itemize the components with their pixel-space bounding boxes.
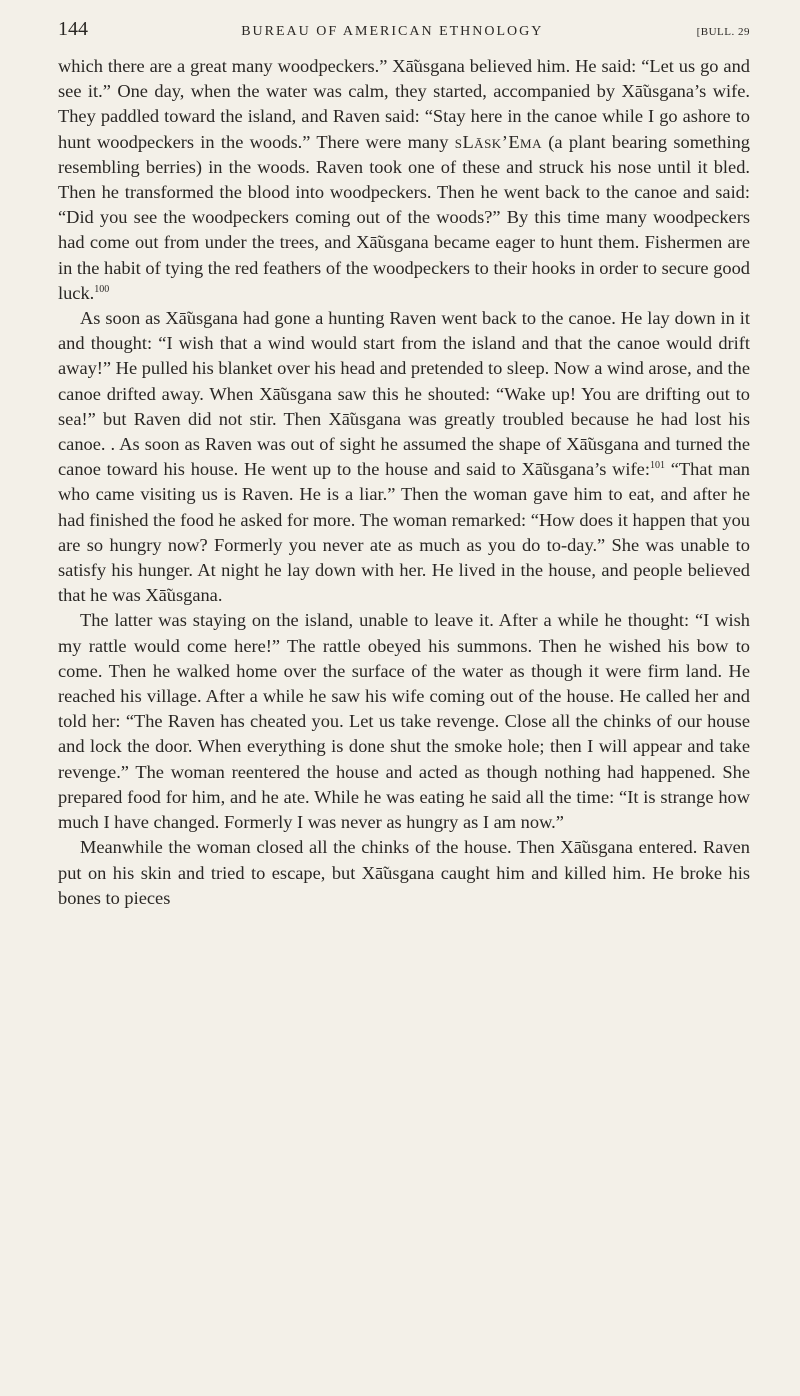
paragraph [58,306,750,608]
footnote-ref: 100 [94,283,110,295]
text-run: which there are a great many woodpeckers.” Xā̃usgana believed him. He said: “Let us go and see it.” One day, when the water was calm, they started, accompanied by Xā̃usgana’s wife. They paddled toward the island, and Raven said: “Stay here in the canoe while I go ashore to hunt woodpeckers in the woods.” There were many [58,56,750,152]
text-run: Meanwhile the woman closed all the chinks of the house. Then Xā̃usgana entered. Raven put on his skin and tried to escape, but Xā̃usgana caught him and killed him. He broke his bones to pieces [58,837,750,908]
text-run: (a plant bearing something resembling berries) in the woods. Raven took one of these and struck his nose until it bled. Then he transformed the blood into woodpeckers. Then he went back to the canoe and said: “Did you see the woodpeckers coming out of the woods?” By this time many woodpeckers had come out from under the trees, and Xā̃usgana became eager to hunt them. Fishermen are in the habit of tying the red feathers of the woodpeckers to their hooks in order to secure good luck. [58,131,750,303]
text-run: As soon as Xā̃usgana had gone a hunting Raven went back to the canoe. He lay down in it and thought: “I wish that a wind would start from the island and that the canoe would drift away!” He pulled his blanket over his head and pretended to sleep. Now a wind arose, and the canoe drifted away. When Xā̃usgana saw this he shouted: “Wake up! You are drifting out to sea!” but Raven did not stir. Then Xā̃usgana was greatly troubled because he had lost his canoe. . As soon as Raven was out of sight he assumed the shape of Xā̃usgana and turned the canoe toward his house. He went up to the house and said to Xā̃usgana’s wife: [58,308,750,480]
body-text [58,54,750,911]
running-title: BUREAU OF AMERICAN ETHNOLOGY [241,24,544,39]
plant-name: sLāsk’Ema [454,131,542,152]
paragraph [58,835,750,911]
paragraph [58,608,750,835]
page-number: 144 [58,18,88,40]
bulletin-label: [BULL. 29 [696,26,750,38]
footnote-ref: 101 [649,460,665,472]
paragraph [58,54,750,306]
text-run: “That man who came visiting us is Raven. He is a liar.” Then the woman gave him to eat, and after he had finished the food he asked for more. The woman remarked: “How does it happen that you are so hungry now? Formerly you never ate as much as you do to-day.” She was unable to satisfy his hunger. At night he lay down with her. He lived in the house, and people believed that he was Xā̃usgana. [58,459,750,606]
text-run: The latter was staying on the island, unable to leave it. After a while he thought: “I wish my rattle would come here!” The rattle obeyed his summons. Then he wished his bow to come. Then he walked home over the surface of the water as though it were firm land. He reached his village. After a while he saw his wife coming out of the house. He called her and told her: “The Raven has cheated you. Let us take revenge. Close all the chinks of our house and lock the door. When everything is done shut the smoke hole; then I will appear and take revenge.” The woman reentered the house and acted as though nothing had happened. She prepared food for him, and he ate. While he was eating he said all the time: “It is strange how much I have changed. Formerly I was never as hungry as I am now.” [58,610,750,833]
running-header [58,18,750,48]
